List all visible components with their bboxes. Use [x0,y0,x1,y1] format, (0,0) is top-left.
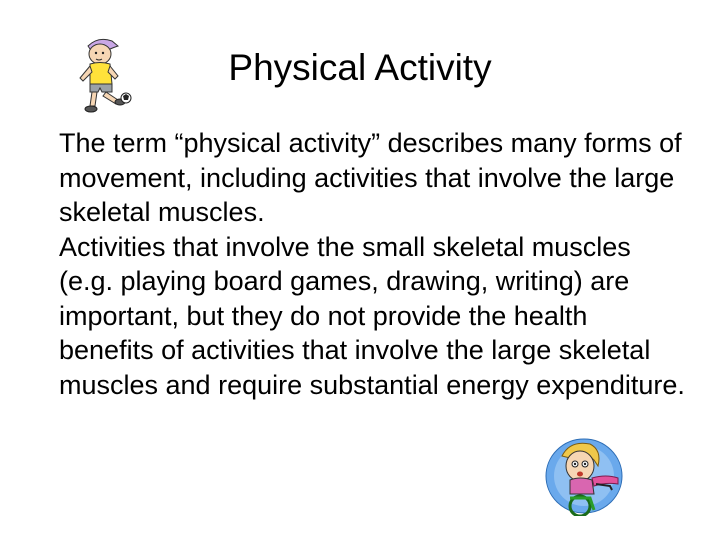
slide-body [59,126,689,402]
slide-title: Physical Activity [228,47,492,88]
paragraph-1: The term “physical activity” describes many forms of movement, including activities that involve the large skeletal muscles. [59,128,682,227]
paragraph-2: Activities that involve the small skeletal muscles (e.g. playing board games, drawing, writing) are important, but they do not provide the health benefits of activities that involve the large skeletal muscles and require substantial energy expenditure. [59,231,685,400]
child-cycling-icon [540,436,630,516]
